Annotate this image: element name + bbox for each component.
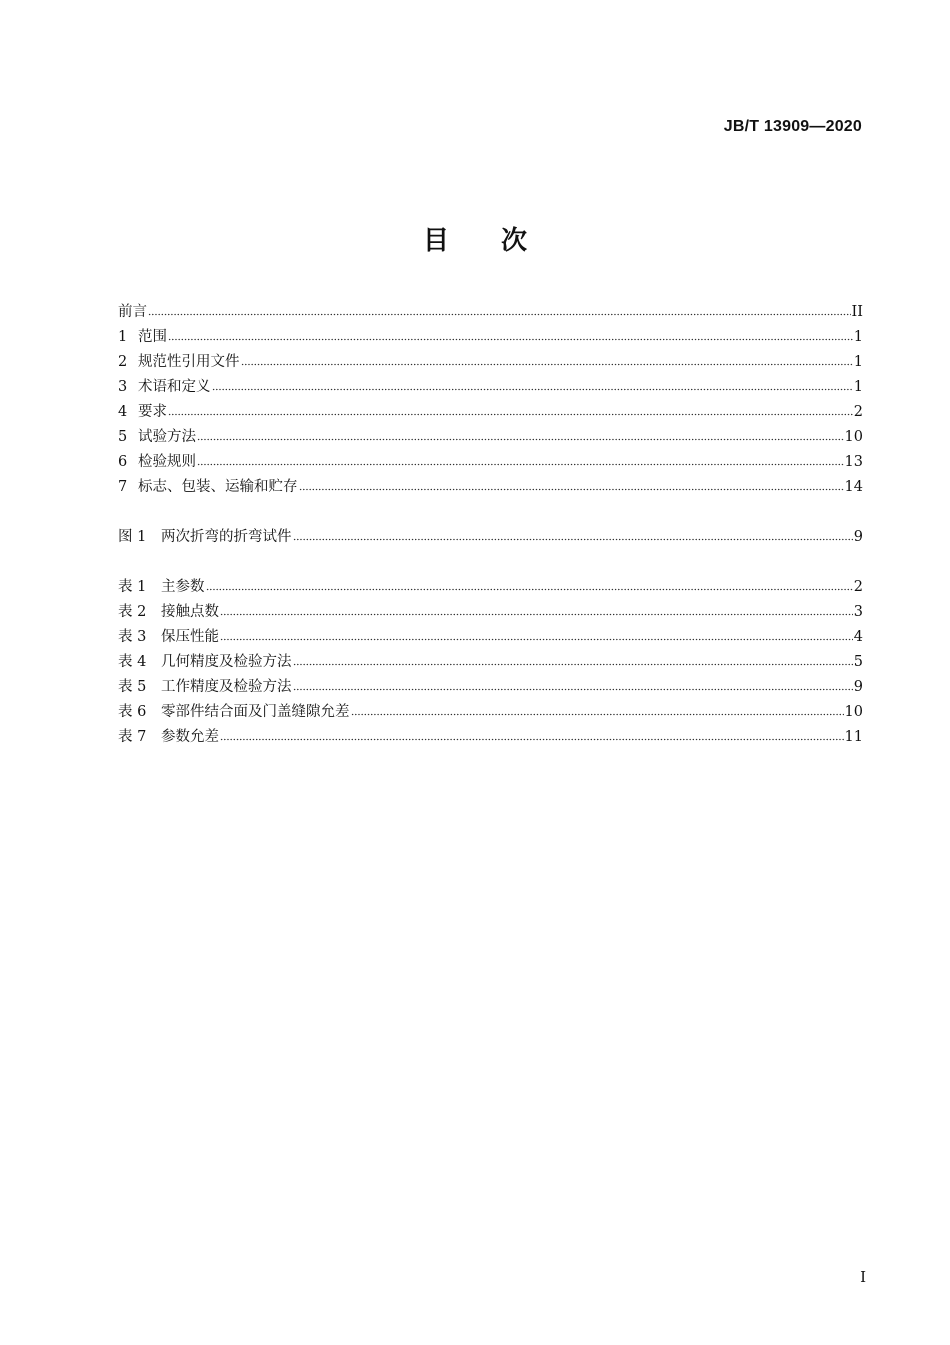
- toc-entry-number: 表 5: [118, 679, 147, 695]
- toc-main-section: [118, 300, 863, 500]
- toc-entry-label: 主参数: [161, 579, 205, 595]
- toc-entry-number: 表 2: [118, 604, 147, 620]
- dot-leader: [197, 427, 844, 441]
- toc-entry-number: 7: [118, 479, 128, 495]
- toc-entry-page: 2: [853, 404, 863, 420]
- toc-entry-label: 接触点数: [161, 604, 219, 620]
- toc-entry-label: 保压性能: [161, 629, 219, 645]
- toc-entry-page: 2: [853, 579, 863, 595]
- toc-entry-inspection-rules[interactable]: [118, 450, 863, 475]
- toc-entry-page: 9: [853, 679, 863, 695]
- dot-leader: [220, 602, 853, 616]
- standard-code: JB/T 13909—2020: [723, 118, 862, 135]
- toc-entry-requirements[interactable]: [118, 400, 863, 425]
- toc-tables-section: [118, 575, 863, 750]
- dot-leader: [293, 652, 853, 666]
- toc-entry-label: 零部件结合面及门盖缝隙允差: [161, 704, 350, 720]
- toc-entry-label: 规范性引用文件: [138, 354, 240, 370]
- dot-leader: [168, 402, 853, 416]
- toc-entry-number: 2: [118, 354, 128, 370]
- toc-entry-label: 标志、包装、运输和贮存: [138, 479, 298, 495]
- toc-figures-section: [118, 525, 863, 550]
- toc-entry-terms[interactable]: [118, 375, 863, 400]
- toc-entry-scope[interactable]: [118, 325, 863, 350]
- toc-entry-figure-1[interactable]: [118, 525, 863, 550]
- toc-entry-number: 图 1: [118, 529, 147, 545]
- toc-entry-number: 3: [118, 379, 128, 395]
- toc-entry-label: 范围: [138, 329, 167, 345]
- dot-leader: [206, 577, 853, 591]
- toc-entry-page: 10: [844, 429, 863, 445]
- toc-entry-number: 表 1: [118, 579, 147, 595]
- dot-leader: [220, 627, 853, 641]
- toc-entry-table-2[interactable]: [118, 600, 863, 625]
- toc-entry-page: 5: [853, 654, 863, 670]
- toc-entry-test-methods[interactable]: [118, 425, 863, 450]
- toc-entry-number: 1: [118, 329, 128, 345]
- toc-entry-table-1[interactable]: [118, 575, 863, 600]
- toc-entry-page: II: [851, 304, 863, 320]
- dot-leader: [293, 527, 853, 541]
- toc-entry-table-3[interactable]: [118, 625, 863, 650]
- toc-entry-label: 两次折弯的折弯试件: [161, 529, 292, 545]
- dot-leader: [241, 352, 853, 366]
- toc-entry-normative-references[interactable]: [118, 350, 863, 375]
- dot-leader: [197, 452, 844, 466]
- toc-entry-label: 参数允差: [161, 729, 219, 745]
- toc-entry-page: 1: [853, 329, 863, 345]
- toc-entry-number: 5: [118, 429, 128, 445]
- toc-entry-label: 几何精度及检验方法: [161, 654, 292, 670]
- toc-entry-page: 14: [844, 479, 863, 495]
- page-number: I: [860, 1268, 866, 1286]
- toc-entry-foreword[interactable]: [118, 300, 863, 325]
- toc-entry-page: 4: [853, 629, 863, 645]
- toc-entry-label: 术语和定义: [138, 379, 211, 395]
- dot-leader: [293, 677, 853, 691]
- toc-entry-table-6[interactable]: [118, 700, 863, 725]
- toc-entry-label: 工作精度及检验方法: [161, 679, 292, 695]
- dot-leader: [212, 377, 853, 391]
- toc-entry-page: 3: [853, 604, 863, 620]
- toc-entry-number: 6: [118, 454, 128, 470]
- toc-entry-table-5[interactable]: [118, 675, 863, 700]
- toc-entry-number: 表 6: [118, 704, 147, 720]
- toc-entry-label: 前言: [118, 304, 147, 320]
- toc-entry-page: 13: [844, 454, 863, 470]
- toc-entry-label: 要求: [138, 404, 167, 420]
- toc-entry-page: 11: [844, 729, 863, 745]
- toc-entry-label: 试验方法: [138, 429, 196, 445]
- toc-entry-number: 4: [118, 404, 128, 420]
- toc-entry-page: 1: [853, 354, 863, 370]
- toc-entry-number: 表 7: [118, 729, 147, 745]
- dot-leader: [351, 702, 844, 716]
- page-title: 目次: [422, 226, 579, 256]
- toc-entry-number: 表 4: [118, 654, 147, 670]
- toc-entry-page: 1: [853, 379, 863, 395]
- dot-leader: [220, 727, 844, 741]
- toc-entry-marking-packaging[interactable]: [118, 475, 863, 500]
- toc-entry-page: 10: [844, 704, 863, 720]
- toc-entry-table-7[interactable]: [118, 725, 863, 750]
- dot-leader: [299, 477, 844, 491]
- toc-entry-number: 表 3: [118, 629, 147, 645]
- dot-leader: [148, 302, 851, 316]
- toc-entry-table-4[interactable]: [118, 650, 863, 675]
- dot-leader: [168, 327, 853, 341]
- toc-entry-label: 检验规则: [138, 454, 196, 470]
- toc-entry-page: 9: [853, 529, 863, 545]
